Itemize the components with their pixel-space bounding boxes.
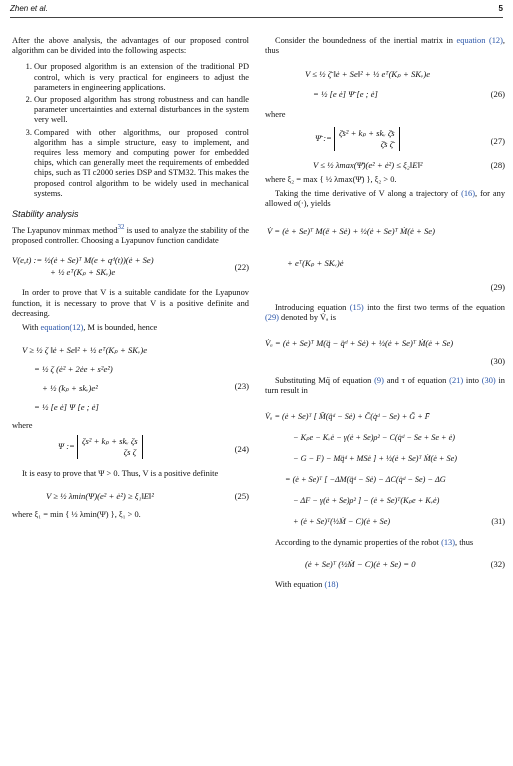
- equation-number: (30): [490, 355, 505, 366]
- final-paragraph: With equation (18): [275, 580, 339, 590]
- positive-definite-paragraph: In order to prove that V is a suitable candidate for the Lyapunov function, it is necessary to prove that V is a positive definite and decreasing.: [12, 288, 249, 318]
- list-item: 2. Our proposed algorithm has strong robustness and can handle parameter uncertainties and external disturbances in the system very well.: [34, 95, 249, 126]
- equation-link[interactable]: equation (12): [456, 36, 503, 45]
- equation-32: (ė + Se)ᵀ (½Ṁ − C)(ė + Se) = 0 (32): [305, 559, 505, 570]
- equation-link[interactable]: (21): [449, 375, 464, 385]
- list-item: 3. Compared with other algorithms, our proposed control algorithm has a simple structure, easy to implement, and requires less memory and computing power for embedded chips, which can generally meet the requirements of embedded chips, such as TI c2000 series DSP and STM32. This makes the proposed control algorithm to be widely used in mechanical systems.: [34, 128, 249, 199]
- where-label: where: [12, 421, 33, 431]
- psi-matrix: ζs² + kₚ + skᵥ ζs ζs ζ: [77, 435, 143, 459]
- equation-22: V(e,t) := ½(ė + Se)ᵀ M(e + qᵈ(t))(ė + Se) + ½ eᵀ(Kₚ + SKᵥ)e (22): [12, 255, 249, 278]
- equation-link[interactable]: (9): [374, 375, 384, 385]
- equation-25: V ≥ ½ λmin(Ψ)(e² + ė²) ≥ ξ₁‖E‖² (25): [46, 490, 249, 501]
- stability-paragraph: The Lyapunov minmax method$^{32}$ is used to analyze the stability of the proposed controller. Choosing a Lyapunov function candidate: [12, 223, 250, 246]
- header-author: Zhen et al.: [10, 4, 48, 13]
- running-header: [10, 4, 503, 18]
- psi-positive-paragraph: It is easy to prove that Ψ > 0. Thus, V is a positive definite: [22, 469, 219, 479]
- equation-29: V̇ = (ė + Se)ᵀ M(ë + Sė) + ½(ė + Se)ᵀ Ṁ(ė + Se) + eᵀ(Kₚ + SKᵥ)ė (29): [265, 219, 505, 299]
- header-rule: [10, 17, 503, 18]
- equation-23: V ≥ ½ ζ ‖ė + Se‖² + ½ eᵀ(Kₚ + SKᵥ)e = ½ ζ (ė² + 2ėe + s²e²) + ½ (kₚ + skᵥ)e² = ½ [e ė] Ψ [e ; ė] (23): [22, 345, 249, 413]
- xi2-definition: where ξ₂ = max { ½ λmax(Ψ̄) }, ξ₂ > 0.: [265, 174, 397, 184]
- psi-bar-matrix: ζ̄s² + kₚ + skᵥ ζ̄s ζ̄s ζ̄: [334, 127, 400, 151]
- where-label: where: [265, 110, 286, 120]
- equation-number: (29): [490, 282, 505, 293]
- equation-link[interactable]: (13): [441, 538, 456, 548]
- section-title: Stability analysis: [12, 209, 79, 220]
- equation-link[interactable]: (18): [324, 580, 339, 590]
- equation-link[interactable]: (16): [461, 188, 476, 198]
- introducing-paragraph: Introducing equation (15) into the first two terms of the equation (29) denoted by V̇ₐ is: [265, 303, 505, 323]
- dynamic-properties-paragraph: According to the dynamic properties of the robot (13), thus: [275, 538, 474, 548]
- citation-link[interactable]: 32: [117, 223, 125, 232]
- equation-24: Ψ := ζs² + kₚ + skᵥ ζs ζs ζ (24): [58, 436, 249, 458]
- inertia-bound-paragraph: Consider the boundedness of the inertial matrix in equation (12), thus: [265, 36, 505, 56]
- equation-26: V ≤ ½ ζ̄ ‖ė + Se‖² + ½ eᵀ(Kₚ + SKᵥ)e = ½ [e ė] Ψ̄ [e ; ė] (26): [305, 69, 505, 100]
- equation-30: V̇ₐ = (ė + Se)ᵀ M(q̈ − q̈ᵈ + Sė) + ½(ė + Se)ᵀ Ṁ(ė + Se) (30): [265, 334, 505, 370]
- equation-31: V̇ₐ = (ė + Se)ᵀ [ M̄(q̈ᵈ − Sė) + C̄(q̇ᵈ − Se) + Ḡ + F̄ − Kₚe − Kᵥė − γ(ė + Se)ρ² − C(q̇ᵈ − Se + Se + ė) − G − F) − Mq̈ᵈ + MSė ] + ½(ė + Se)ᵀ Ṁ(ė + Se) = (ė + Se)ᵀ [ −ΔM(q̈ᵈ − Sė) − ΔC(q̇ᵈ − Se) − ΔG − ΔF − γ(ė + Se)ρ² ] − (ė + Se)ᵀ(Kₚe + Kᵥė) + (ė + Se)ᵀ(½Ṁ − C)(ė + Se) (31): [265, 412, 505, 527]
- equation-28: V ≤ ½ λmax(Ψ̄)(e² + ė²) ≤ ξ₂‖E‖² (28): [313, 159, 505, 170]
- equation-link[interactable]: (29): [265, 313, 279, 323]
- page-number: 5: [498, 4, 503, 13]
- equation-link[interactable]: equation(12): [40, 323, 84, 333]
- left-column: [12, 36, 249, 524]
- right-column: [265, 36, 505, 594]
- substituting-paragraph: Substituting Mq̈ of equation (9) and τ of equation (21) into (30) in turn result in: [265, 375, 505, 395]
- derivative-paragraph: Taking the time derivative of V along a trajectory of (16), for any allowed σ(·), yields: [265, 188, 506, 209]
- equation-27: Ψ̄ := ζ̄s² + kₚ + skᵥ ζ̄s ζ̄s ζ̄ (27): [315, 127, 505, 149]
- advantages-list: [12, 62, 249, 199]
- xi1-definition: where ξ₁ = min { ½ λmin(Ψ) }, ξ₁ > 0.: [12, 509, 141, 519]
- list-item: 1. Our proposed algorithm is an extension of the traditional PD control, which is very practical for engineers to adjust the parameters in engineering applications.: [34, 62, 249, 93]
- equation-link[interactable]: (15): [349, 303, 364, 313]
- equation-link[interactable]: (30): [481, 375, 496, 385]
- bounded-paragraph: With equation(12), M is bounded, hence: [22, 323, 158, 333]
- intro-paragraph: After the above analysis, the advantages of our proposed control algorithm can be divided into the following aspects:: [12, 36, 249, 56]
